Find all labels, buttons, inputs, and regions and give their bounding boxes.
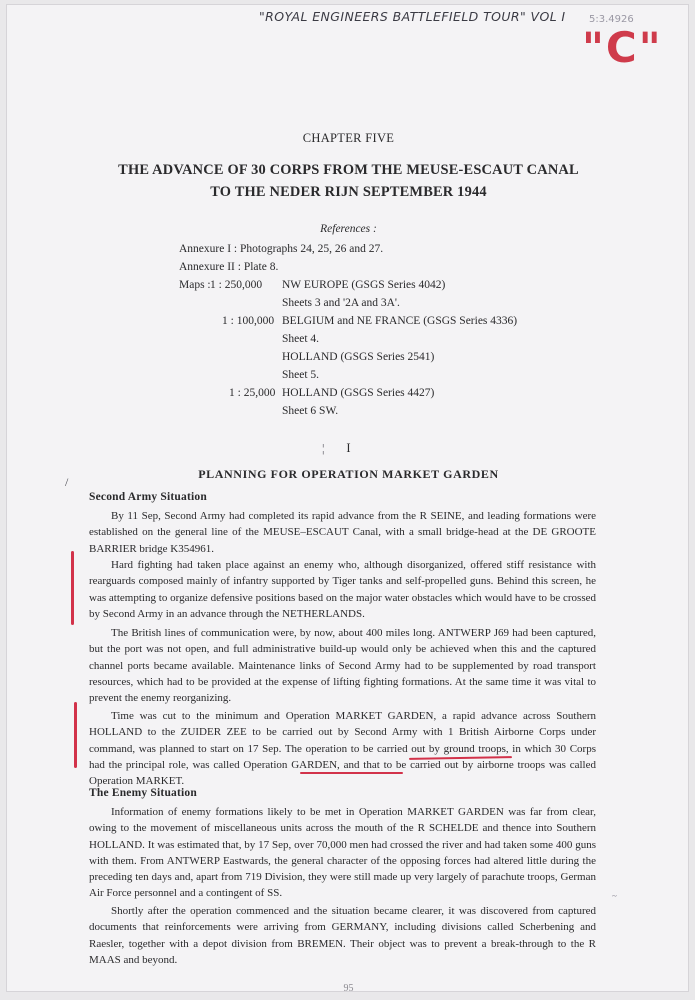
map-entry: Sheet 6 SW.	[282, 405, 339, 417]
handwritten-header: "ROYAL ENGINEERS BATTLEFIELD TOUR" VOL I	[259, 9, 566, 24]
map-entry: Sheets 3 and '2A and 3A'.	[282, 297, 400, 309]
title-line-2: TO THE NEDER RIJN SEPTEMBER 1944	[210, 184, 487, 200]
paragraph-4-text: , and that to be carried out by airborne troops was called	[337, 758, 596, 771]
title-line-1: THE ADVANCE OF 30 CORPS FROM THE MEUSE-ESCAUT CANAL	[118, 162, 579, 178]
red-margin-mark	[71, 551, 74, 625]
paragraph-2: Hard fighting had taken place against an enemy who, although disorganized, offered stiff resistance with rearguards composed mainly of infantry supported by Tiger tanks and self-propelled guns. Behind this screen, he was attempting to organize defensive positions based on the major water obstacles which would have to be crossed by Second Army in an advance through the NETHERLANDS.	[89, 559, 596, 620]
map-scale-2: 1 : 100,000	[222, 315, 275, 327]
maps-label: Maps :	[179, 279, 211, 291]
map-entry: BELGIUM and NE FRANCE (GSGS Series 4336)	[282, 315, 518, 327]
map-entry: NW EUROPE (GSGS Series 4042)	[282, 279, 446, 291]
paragraph-1: By 11 Sep, Second Army had completed its rapid advance from the R SEINE, and leading formations were established on the general line of the MEUSE–ESCAUT Canal, with a small bridge-head at the DE GROOTE BARRIER bridge K354961.	[89, 510, 596, 555]
reference-number: 5:3.4926	[589, 14, 634, 25]
operation-market-text: Operation MARKET	[89, 775, 182, 788]
paragraph-5: Information of enemy formations likely to be met in Operation MARKET GARDEN was far from clear, owing to the movement of miscellaneous units across the mouth of the R SCHELDE and thence into Southern HOLLAND. It was estimated that, by 17 Sep, over 70,000 men had crossed the river and had taken some 400 guns with them. From ANTWERP Eastwards, the general character of the opposing forces had altered little during the preceding ten days and, apart from 719 Division, they were still made up very largely of parachute troops, German Air Force personnel and a contingent of SS.	[89, 806, 596, 900]
operation-garden-text: Operation GARDEN	[243, 758, 338, 771]
pen-tick-mark: ~	[612, 891, 617, 901]
red-margin-mark	[74, 702, 77, 768]
reference-annexure-2: Annexure II : Plate 8.	[179, 261, 279, 273]
map-entry: HOLLAND (GSGS Series 2541)	[282, 351, 435, 363]
document-page	[6, 4, 689, 992]
section-title: PLANNING FOR OPERATION MARKET GARDEN	[198, 467, 499, 481]
paragraph-4	[89, 708, 596, 789]
handwritten-letter-mark: "C"	[582, 23, 663, 72]
red-underline-market	[300, 772, 403, 774]
pen-tick-mark: ¦	[322, 441, 325, 455]
section-number: I	[346, 441, 351, 455]
map-entry: Sheet 4.	[282, 333, 320, 345]
subhead-second-army: Second Army Situation	[89, 491, 207, 503]
map-scale-1: 1 : 250,000	[210, 279, 263, 291]
paragraph-3: The British lines of communication were, by now, about 400 miles long. ANTWERP J69 had been captured, but the port was not open, and full administrative build-up would only be achieved when this and the captured channel ports became available. Maintenance links of Second Army had to be supplemented by road transport resources, which had to be provided at the expense of lifting fighting formations. At the same time it was vital to prevent the enemy reorganizing.	[89, 627, 596, 705]
map-entry: HOLLAND (GSGS Series 4427)	[282, 387, 435, 399]
subhead-enemy: The Enemy Situation	[89, 787, 197, 799]
chapter-heading: CHAPTER FIVE	[302, 131, 395, 145]
reference-annexure-1: Annexure I : Photographs 24, 25, 26 and 27.	[179, 243, 384, 255]
paragraph-4-text: Time was cut to the minimum and Operation MARKET GARDEN, a rapid advance across Southern HOLLAND to the ZUIDER ZEE to be carried out by Second Army with 1 British Airborne Corps under command, was planned to start on 17 Sep. The operation to be carried out by ground troops, in which 30 Corps had the principal role, was called	[89, 710, 596, 771]
pen-tick-mark: /	[65, 475, 69, 489]
references-heading: References :	[320, 223, 377, 235]
map-scale-3: 1 : 25,000	[229, 387, 276, 399]
paragraph-4-text: .	[181, 775, 185, 788]
page-number: 95	[343, 983, 354, 994]
map-entry: Sheet 5.	[282, 369, 320, 381]
chapter-title	[7, 159, 690, 203]
paragraph-6: Shortly after the operation commenced and the situation became clearer, it was discovered from captured documents that reinforcements were arriving from GERMANY, including divisions called Scherbening and Raesler, together with a depot division from BREMEN. Their object was to prevent a break-through to the R MAAS and beyond.	[89, 905, 596, 966]
